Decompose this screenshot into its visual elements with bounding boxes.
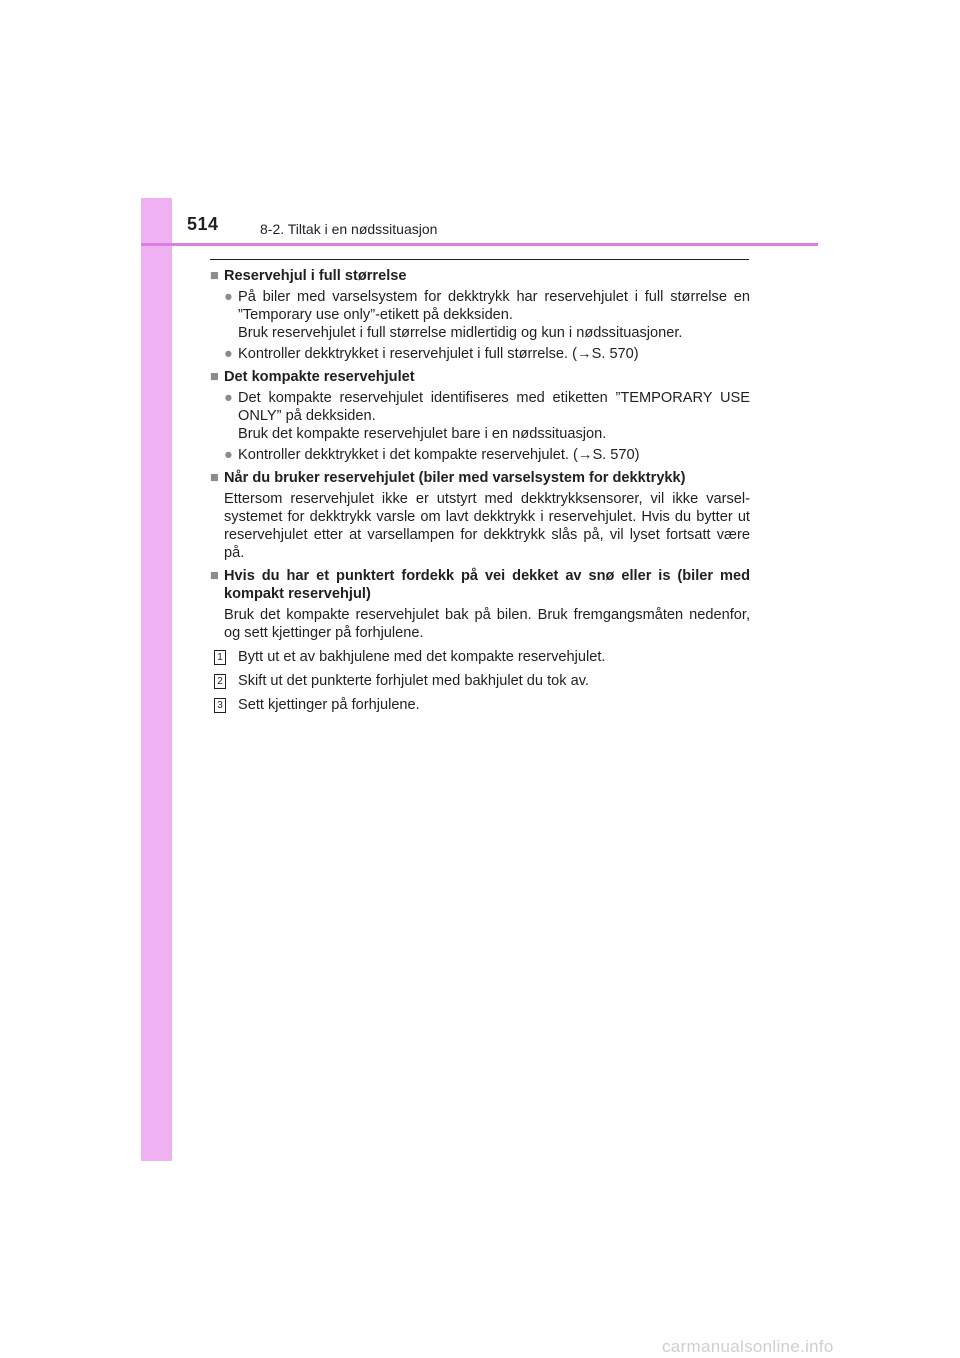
section-heading: ■ Reservehjul i full størrelse [210, 268, 407, 284]
step-item: 1 Bytt ut et av bakhjulene med det kompakte reservehjulet. [210, 648, 750, 666]
section-compact-spare [210, 368, 750, 464]
square-bullet-icon: ■ [210, 568, 219, 584]
section-full-size-spare [210, 267, 750, 363]
content-divider [210, 259, 749, 260]
section-heading: ■ Det kompakte reservehjulet [210, 369, 415, 385]
step-item: 3 Sett kjettinger på forhjulene. [210, 696, 750, 714]
round-bullet-icon: ● [224, 346, 233, 362]
side-tab-bar [141, 198, 172, 1161]
step-number-box: 2 [214, 674, 226, 689]
list-item: ● På biler med varselsystem for dekktrykk har reservehjulet i full størrelse en ”Temporary use only”-etikett på dekksiden. Bruk reservehjulet i full størrelse midlertidig og kun i nødssituasjoner. [224, 289, 750, 341]
section-paragraph: Ettersom reservehjulet ikke er utstyrt med dekktrykksensorer, vil ikke varsel-systemet for dekktrykk varsle om lavt dekktrykk i reservehjulet. Hvis du bytter ut reservehjulet etter at varsellampen for dekktrykk slås på, vil lyset fortsatt være på. [224, 491, 750, 561]
section-heading: ■ Når du bruker reservehjulet (biler med varselsystem for dekktrykk) [210, 470, 686, 486]
header-rule [141, 243, 818, 246]
section-flat-front-tire-snow [210, 567, 750, 714]
square-bullet-icon: ■ [210, 470, 219, 486]
section-title: 8-2. Tiltak i en nødssituasjon [260, 221, 438, 237]
round-bullet-icon: ● [224, 390, 233, 406]
section-paragraph: Bruk det kompakte reservehjulet bak på bilen. Bruk fremgangsmåten nedenfor, og sett kjettinger på forhjulene. [224, 607, 750, 641]
footer-watermark: carmanualsonline.info [662, 1337, 834, 1356]
section-heading: ■ Hvis du har et punktert fordekk på vei dekket av snø eller is (biler med kompakt reservehjul) [210, 568, 750, 602]
list-item: ● Kontroller dekktrykket i reservehjulet i full størrelse. (→S. 570) [224, 346, 639, 362]
list-item: ● Det kompakte reservehjulet identifiseres med etiketten ”TEMPORARY USE ONLY” på dekksiden. Bruk det kompakte reservehjulet bare i en nødssituasjon. [224, 390, 750, 442]
square-bullet-icon: ■ [210, 268, 219, 284]
round-bullet-icon: ● [224, 447, 233, 463]
section-using-spare [210, 469, 750, 562]
square-bullet-icon: ■ [210, 369, 219, 385]
step-number-box: 3 [214, 698, 226, 713]
page-number: 514 [187, 214, 219, 234]
round-bullet-icon: ● [224, 289, 233, 305]
list-item: ● Kontroller dekktrykket i det kompakte reservehjulet. (→S. 570) [224, 447, 640, 463]
step-number-box: 1 [214, 650, 226, 665]
step-item: 2 Skift ut det punkterte forhjulet med bakhjulet du tok av. [210, 672, 750, 690]
page-content [210, 267, 750, 714]
